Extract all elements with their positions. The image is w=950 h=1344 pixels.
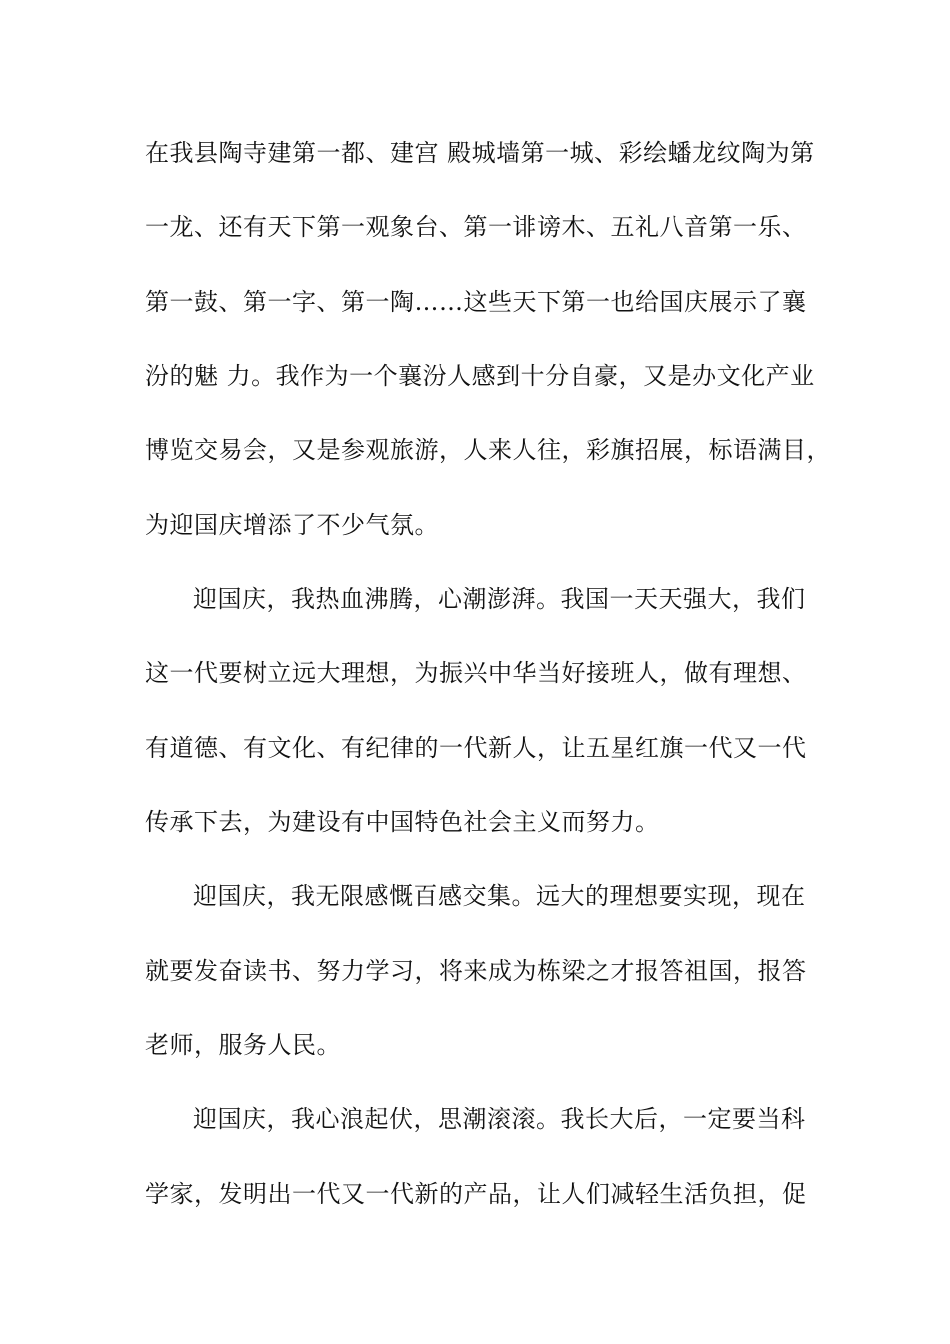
text-line: 第一鼓、第一字、第一陶……这些天下第一也给国庆展示了襄 xyxy=(145,288,807,316)
text-line: 这一代要树立远大理想，为振兴中华当好接班人，做有理想、 xyxy=(145,659,807,687)
paragraph-first-line: 迎国庆，我心浪起伏，思潮滚滚。我长大后，一定要当科 xyxy=(193,1105,806,1133)
text-line: 老师，服务人民。 xyxy=(145,1031,341,1059)
paragraph-first-line: 迎国庆，我热血沸腾，心潮澎湃。我国一天天强大，我们 xyxy=(193,585,806,613)
text-line: 一龙、还有天下第一观象台、第一诽谤木、五礼八音第一乐、 xyxy=(145,213,807,241)
text-line: 在我县陶寺建第一都、建宫 殿城墙第一城、彩绘蟠龙纹陶为第 xyxy=(145,139,815,167)
text-line: 博览交易会，又是参观旅游，人来人往，彩旗招展，标语满目， xyxy=(145,436,831,464)
text-line: 汾的魅 力。我作为一个襄汾人感到十分自豪，又是办文化产业 xyxy=(145,362,815,390)
paragraph-first-line: 迎国庆，我无限感慨百感交集。远大的理想要实现，现在 xyxy=(193,882,806,910)
text-line: 传承下去，为建设有中国特色社会主义而努力。 xyxy=(145,808,660,836)
text-line: 学家，发明出一代又一代新的产品，让人们减轻生活负担，促 xyxy=(145,1180,807,1208)
text-line: 就要发奋读书、努力学习，将来成为栋梁之才报答祖国，报答 xyxy=(145,957,807,985)
text-line: 有道德、有文化、有纪律的一代新人，让五星红旗一代又一代 xyxy=(145,734,807,762)
text-line: 为迎国庆增添了不少气氛。 xyxy=(145,511,439,539)
